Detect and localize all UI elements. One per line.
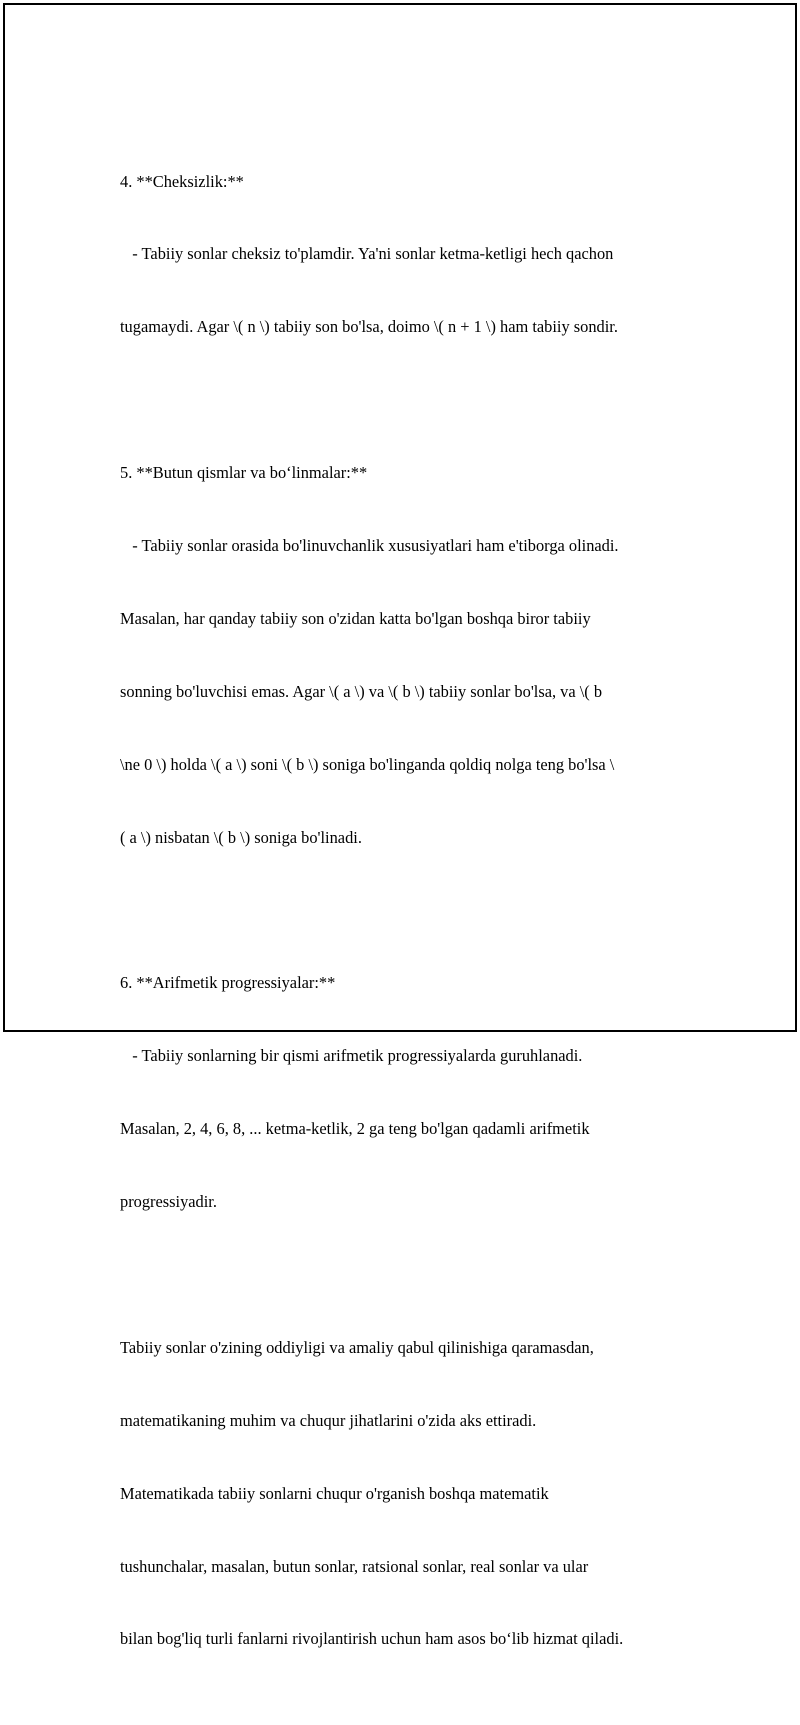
document-body [120, 121, 720, 1725]
section-cheksizlik [120, 121, 720, 388]
paragraph-line: Masalan, 2, 4, 6, 8, ... ketma-ketlik, 2 ga teng bo'lgan qadamli arifmetik [120, 1119, 590, 1139]
paragraph-line: - Tabiiy sonlar cheksiz to'plamdir. Ya'ni sonlar ketma-ketligi hech qachon [120, 244, 614, 264]
paragraph-line: matematikaning muhim va chuqur jihatlarini o'zida aks ettiradi. [120, 1410, 537, 1430]
paragraph-line: bilan bog'liq turli fanlarni rivojlantirish uchun ham asos bo‘lib hizmat qiladi. [120, 1629, 624, 1649]
paragraph-line: ( a \) nisbatan \( b \) soniga bo'linadi. [120, 827, 362, 847]
paragraph-line: - Tabiiy sonlarning bir qismi arifmetik progressiyalarda guruhlanadi. [120, 1046, 583, 1066]
paragraph-line: \ne 0 \) holda \( a \) soni \( b \) soniga bo'linganda qoldiq nolga teng bo'lsa \ [120, 754, 615, 774]
paragraph-line: progressiyadir. [120, 1192, 217, 1212]
paragraph-line: - Tabiiy sonlar orasida bo'linuvchanlik xususiyatlari ham e'tiborga olinadi. [120, 536, 619, 556]
paragraph-line: tugamaydi. Agar \( n \) tabiiy son bo'lsa, doimo \( n + 1 \) ham tabiiy sondir. [120, 317, 618, 337]
section-heading: 4. **Cheksizlik:** [120, 171, 244, 191]
section-heading: 6. **Arifmetik progressiyalar:** [120, 973, 336, 993]
document-page [3, 3, 797, 1649]
paragraph-line: Matematikada tabiiy sonlarni chuqur o'rganish boshqa matematik [120, 1483, 549, 1503]
section-butun-qismlar [120, 413, 720, 899]
paragraph-line: Tabiiy sonlar o'zining oddiyligi va amaliy qabul qilinishiga qaramasdan, [120, 1337, 594, 1357]
paragraph-line: Masalan, har qanday tabiiy son o'zidan katta bo'lgan boshqa biror tabiiy [120, 608, 591, 628]
section-arifmetik-progressiyalar [120, 923, 720, 1263]
paragraph-line: sonning bo'luvchisi emas. Agar \( a \) va \( b \) tabiiy sonlar bo'lsa, va \( b [120, 681, 603, 701]
section-conclusion [120, 1287, 720, 1700]
paragraph-line: tushunchalar, masalan, butun sonlar, ratsional sonlar, real sonlar va ular [120, 1556, 589, 1576]
section-heading: 5. **Butun qismlar va bo‘linmalar:** [120, 463, 368, 483]
